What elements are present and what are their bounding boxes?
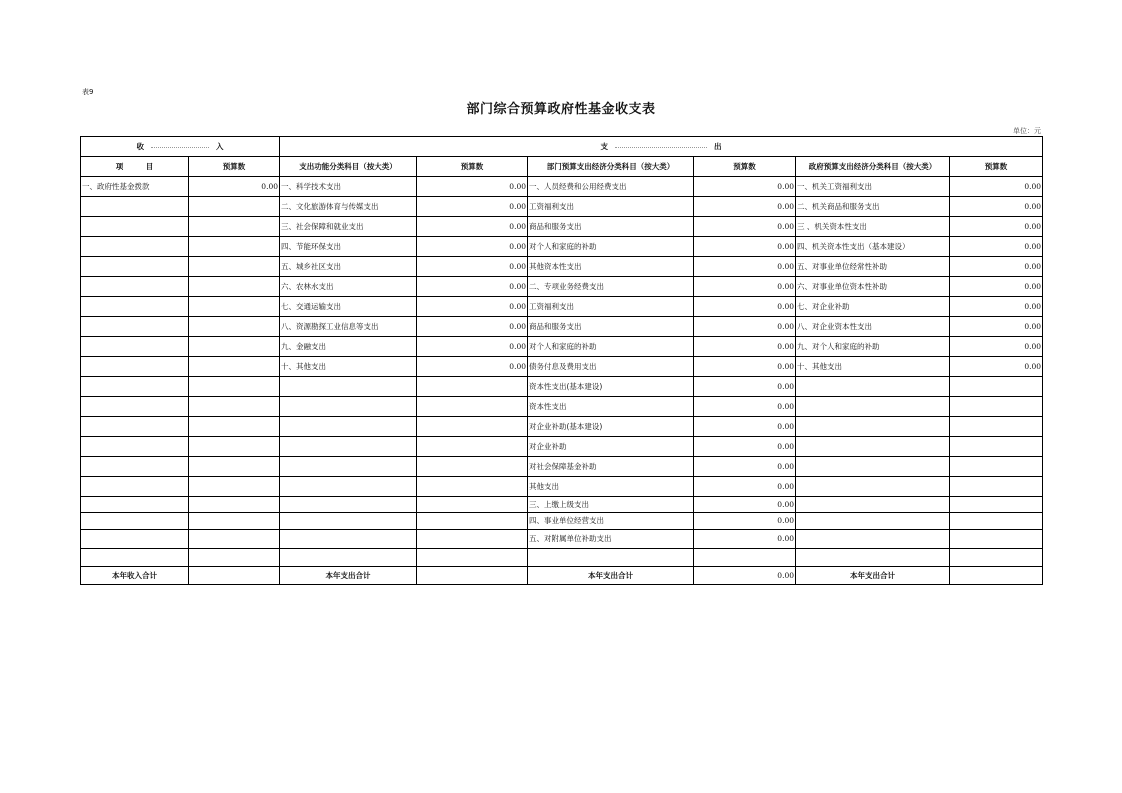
budget-table (80, 136, 1043, 585)
cell-func: 八、资源勘探工业信息等支出 (280, 317, 417, 337)
cell-func-amt: 0.00 (417, 237, 528, 257)
cell-item-amt (189, 217, 280, 237)
cell-item-amt (189, 397, 280, 417)
expense-left-char: 支 (600, 141, 609, 151)
cell-item-amt (189, 297, 280, 317)
cell-gov (796, 437, 950, 457)
cell-func-amt (417, 417, 528, 437)
total-gov-amount (950, 567, 1043, 585)
cell-gov-amt (950, 417, 1043, 437)
cell-dept-amt: 0.00 (694, 513, 796, 530)
header-row-columns (81, 157, 1043, 177)
cell-dept-amt: 0.00 (694, 257, 796, 277)
cell-func-amt: 0.00 (417, 317, 528, 337)
cell-func: 九、金融支出 (280, 337, 417, 357)
cell-dept-amt: 0.00 (694, 317, 796, 337)
col-header-dept-amount: 预算数 (694, 157, 796, 177)
cell-dept: 工资福利支出 (528, 297, 694, 317)
cell-dept (528, 549, 694, 567)
cell-gov: 一、机关工资福利支出 (796, 177, 950, 197)
total-income-amount (189, 567, 280, 585)
cell-dept: 其他支出 (528, 477, 694, 497)
income-right-char: 入 (216, 141, 224, 151)
table-row (81, 513, 1043, 530)
cell-gov-amt: 0.00 (950, 197, 1043, 217)
cell-item (81, 377, 189, 397)
cell-func: 七、交通运输支出 (280, 297, 417, 317)
total-function-amount (417, 567, 528, 585)
table-row (81, 530, 1043, 549)
cell-dept-amt: 0.00 (694, 297, 796, 317)
cell-func (280, 477, 417, 497)
table-row (81, 317, 1043, 337)
cell-item (81, 337, 189, 357)
cell-func: 六、农林水支出 (280, 277, 417, 297)
header-row-sections (81, 137, 1043, 157)
table-row (81, 549, 1043, 567)
cell-gov: 四、机关资本性支出（基本建设） (796, 237, 950, 257)
cell-item-amt (189, 477, 280, 497)
cell-gov-amt (950, 477, 1043, 497)
cell-func-amt: 0.00 (417, 357, 528, 377)
cell-gov-amt: 0.00 (950, 317, 1043, 337)
cell-func (280, 497, 417, 513)
page-title: 部门综合预算政府性基金收支表 (466, 102, 656, 117)
cell-gov: 二、机关商品和服务支出 (796, 197, 950, 217)
cell-dept: 资本性支出(基本建设) (528, 377, 694, 397)
cell-item: 一、政府性基金拨款 (81, 177, 189, 197)
cell-gov (796, 549, 950, 567)
cell-dept: 债务付息及费用支出 (528, 357, 694, 377)
cell-dept-amt: 0.00 (694, 417, 796, 437)
table-row (81, 277, 1043, 297)
expense-section-header (280, 137, 1043, 157)
total-function-label: 本年支出合计 (280, 567, 417, 585)
cell-func (280, 530, 417, 549)
table-row (81, 177, 1043, 197)
cell-item (81, 397, 189, 417)
cell-gov-amt (950, 377, 1043, 397)
cell-dept: 对企业补助(基本建设) (528, 417, 694, 437)
cell-dept: 资本性支出 (528, 397, 694, 417)
cell-gov: 五、对事业单位经常性补助 (796, 257, 950, 277)
cell-func (280, 549, 417, 567)
cell-func-amt (417, 549, 528, 567)
cell-func-amt (417, 397, 528, 417)
cell-gov-amt (950, 457, 1043, 477)
cell-gov (796, 417, 950, 437)
cell-item-amt (189, 337, 280, 357)
cell-dept: 对个人和家庭的补助 (528, 237, 694, 257)
table-row (81, 417, 1043, 437)
cell-func (280, 513, 417, 530)
table-row (81, 497, 1043, 513)
expense-right-char: 出 (714, 141, 722, 151)
cell-dept: 工资福利支出 (528, 197, 694, 217)
table-row (81, 217, 1043, 237)
cell-dept: 四、事业单位经营支出 (528, 513, 694, 530)
cell-item (81, 197, 189, 217)
cell-dept: 对个人和家庭的补助 (528, 337, 694, 357)
cell-func: 四、节能环保支出 (280, 237, 417, 257)
cell-gov-amt: 0.00 (950, 217, 1043, 237)
cell-func (280, 437, 417, 457)
cell-dept-amt: 0.00 (694, 437, 796, 457)
cell-item-amt (189, 317, 280, 337)
cell-func: 一、科学技术支出 (280, 177, 417, 197)
cell-gov: 六、对事业单位资本性补助 (796, 277, 950, 297)
cell-item-amt: 0.00 (189, 177, 280, 197)
cell-func-amt (417, 530, 528, 549)
cell-gov-amt (950, 397, 1043, 417)
cell-dept-amt: 0.00 (694, 457, 796, 477)
cell-func-amt: 0.00 (417, 217, 528, 237)
cell-item-amt (189, 513, 280, 530)
table-body (81, 177, 1043, 567)
cell-dept: 三、上缴上级支出 (528, 497, 694, 513)
cell-item-amt (189, 437, 280, 457)
table-row (81, 197, 1043, 217)
cell-func-amt (417, 437, 528, 457)
cell-item-amt (189, 497, 280, 513)
cell-item-amt (189, 257, 280, 277)
cell-dept-amt: 0.00 (694, 237, 796, 257)
cell-item-amt (189, 457, 280, 477)
cell-gov (796, 530, 950, 549)
col-header-gov-amount: 预算数 (950, 157, 1043, 177)
table-row (81, 397, 1043, 417)
cell-item (81, 477, 189, 497)
cell-dept-amt: 0.00 (694, 477, 796, 497)
table-row (81, 257, 1043, 277)
table-row (81, 237, 1043, 257)
cell-dept: 对社会保障基金补助 (528, 457, 694, 477)
cell-gov (796, 513, 950, 530)
cell-dept: 商品和服务支出 (528, 217, 694, 237)
cell-item-amt (189, 277, 280, 297)
cell-item (81, 437, 189, 457)
cell-dept-amt: 0.00 (694, 377, 796, 397)
cell-dept: 其他资本性支出 (528, 257, 694, 277)
cell-func: 十、其他支出 (280, 357, 417, 377)
cell-func-amt: 0.00 (417, 297, 528, 317)
table-row (81, 437, 1043, 457)
cell-func-amt: 0.00 (417, 257, 528, 277)
cell-func: 二、文化旅游体育与传媒支出 (280, 197, 417, 217)
cell-gov: 八、对企业资本性支出 (796, 317, 950, 337)
table-row (81, 477, 1043, 497)
cell-dept-amt: 0.00 (694, 397, 796, 417)
cell-item-amt (189, 417, 280, 437)
cell-func-amt: 0.00 (417, 177, 528, 197)
cell-item-amt (189, 237, 280, 257)
dotted-leader (151, 146, 209, 148)
income-section-header (81, 137, 280, 157)
cell-dept-amt: 0.00 (694, 177, 796, 197)
cell-func (280, 397, 417, 417)
cell-item (81, 549, 189, 567)
cell-item (81, 497, 189, 513)
cell-func-amt: 0.00 (417, 337, 528, 357)
cell-item-amt (189, 197, 280, 217)
cell-dept: 商品和服务支出 (528, 317, 694, 337)
cell-gov (796, 457, 950, 477)
cell-gov-amt: 0.00 (950, 177, 1043, 197)
col-header-gov-economic-category: 政府预算支出经济分类科目（按大类） (796, 157, 950, 177)
cell-item (81, 530, 189, 549)
cell-item (81, 357, 189, 377)
cell-func-amt (417, 457, 528, 477)
total-income-label: 本年收入合计 (81, 567, 189, 585)
cell-dept-amt: 0.00 (694, 530, 796, 549)
cell-gov-amt (950, 437, 1043, 457)
total-dept-amount: 0.00 (694, 567, 796, 585)
cell-dept: 对企业补助 (528, 437, 694, 457)
cell-func (280, 417, 417, 437)
cell-dept-amt: 0.00 (694, 197, 796, 217)
table-row (81, 337, 1043, 357)
cell-gov-amt (950, 549, 1043, 567)
total-row (81, 567, 1043, 585)
cell-func (280, 377, 417, 397)
cell-item (81, 217, 189, 237)
cell-dept-amt: 0.00 (694, 357, 796, 377)
table-row (81, 357, 1043, 377)
cell-gov: 十、其他支出 (796, 357, 950, 377)
col-header-item-amount: 预算数 (189, 157, 280, 177)
unit-label: 单位：元 (1013, 127, 1041, 135)
cell-item (81, 513, 189, 530)
table-row (81, 457, 1043, 477)
cell-dept: 二、专项业务经费支出 (528, 277, 694, 297)
cell-func-amt (417, 377, 528, 397)
cell-gov-amt: 0.00 (950, 357, 1043, 377)
cell-dept-amt: 0.00 (694, 497, 796, 513)
cell-gov-amt: 0.00 (950, 257, 1043, 277)
cell-gov: 七、对企业补助 (796, 297, 950, 317)
col-header-dept-economic-category: 部门预算支出经济分类科目（按大类） (528, 157, 694, 177)
cell-gov (796, 497, 950, 513)
cell-func-amt (417, 513, 528, 530)
cell-dept-amt: 0.00 (694, 277, 796, 297)
cell-func-amt: 0.00 (417, 197, 528, 217)
cell-func (280, 457, 417, 477)
cell-func: 五、城乡社区支出 (280, 257, 417, 277)
cell-item (81, 257, 189, 277)
cell-item (81, 457, 189, 477)
col-header-item: 项 目 (81, 157, 189, 177)
cell-item (81, 417, 189, 437)
cell-gov-amt: 0.00 (950, 297, 1043, 317)
cell-dept-amt: 0.00 (694, 217, 796, 237)
total-dept-label: 本年支出合计 (528, 567, 694, 585)
dotted-leader (615, 146, 707, 148)
col-header-function-amount: 预算数 (417, 157, 528, 177)
cell-func-amt (417, 477, 528, 497)
cell-gov-amt (950, 530, 1043, 549)
cell-item (81, 277, 189, 297)
cell-item-amt (189, 357, 280, 377)
cell-dept: 一、人员经费和公用经费支出 (528, 177, 694, 197)
cell-gov-amt: 0.00 (950, 277, 1043, 297)
table-row (81, 377, 1043, 397)
table-row (81, 297, 1043, 317)
income-left-char: 收 (136, 141, 144, 151)
cell-dept: 五、对附属单位补助支出 (528, 530, 694, 549)
cell-func: 三、社会保障和就业支出 (280, 217, 417, 237)
cell-func-amt (417, 497, 528, 513)
cell-gov (796, 477, 950, 497)
cell-gov-amt: 0.00 (950, 337, 1043, 357)
col-header-function-category: 支出功能分类科目（按大类） (280, 157, 417, 177)
total-gov-label: 本年支出合计 (796, 567, 950, 585)
cell-gov (796, 397, 950, 417)
cell-gov-amt: 0.00 (950, 237, 1043, 257)
cell-dept-amt (694, 549, 796, 567)
cell-item-amt (189, 377, 280, 397)
cell-gov (796, 377, 950, 397)
cell-gov-amt (950, 497, 1043, 513)
cell-item (81, 317, 189, 337)
cell-item-amt (189, 549, 280, 567)
cell-func-amt: 0.00 (417, 277, 528, 297)
cell-dept-amt: 0.00 (694, 337, 796, 357)
cell-gov-amt (950, 513, 1043, 530)
cell-item (81, 297, 189, 317)
cell-item-amt (189, 530, 280, 549)
cell-gov: 三 、机关资本性支出 (796, 217, 950, 237)
table-number: 表9 (82, 88, 94, 96)
cell-item (81, 237, 189, 257)
cell-gov: 九、对个人和家庭的补助 (796, 337, 950, 357)
